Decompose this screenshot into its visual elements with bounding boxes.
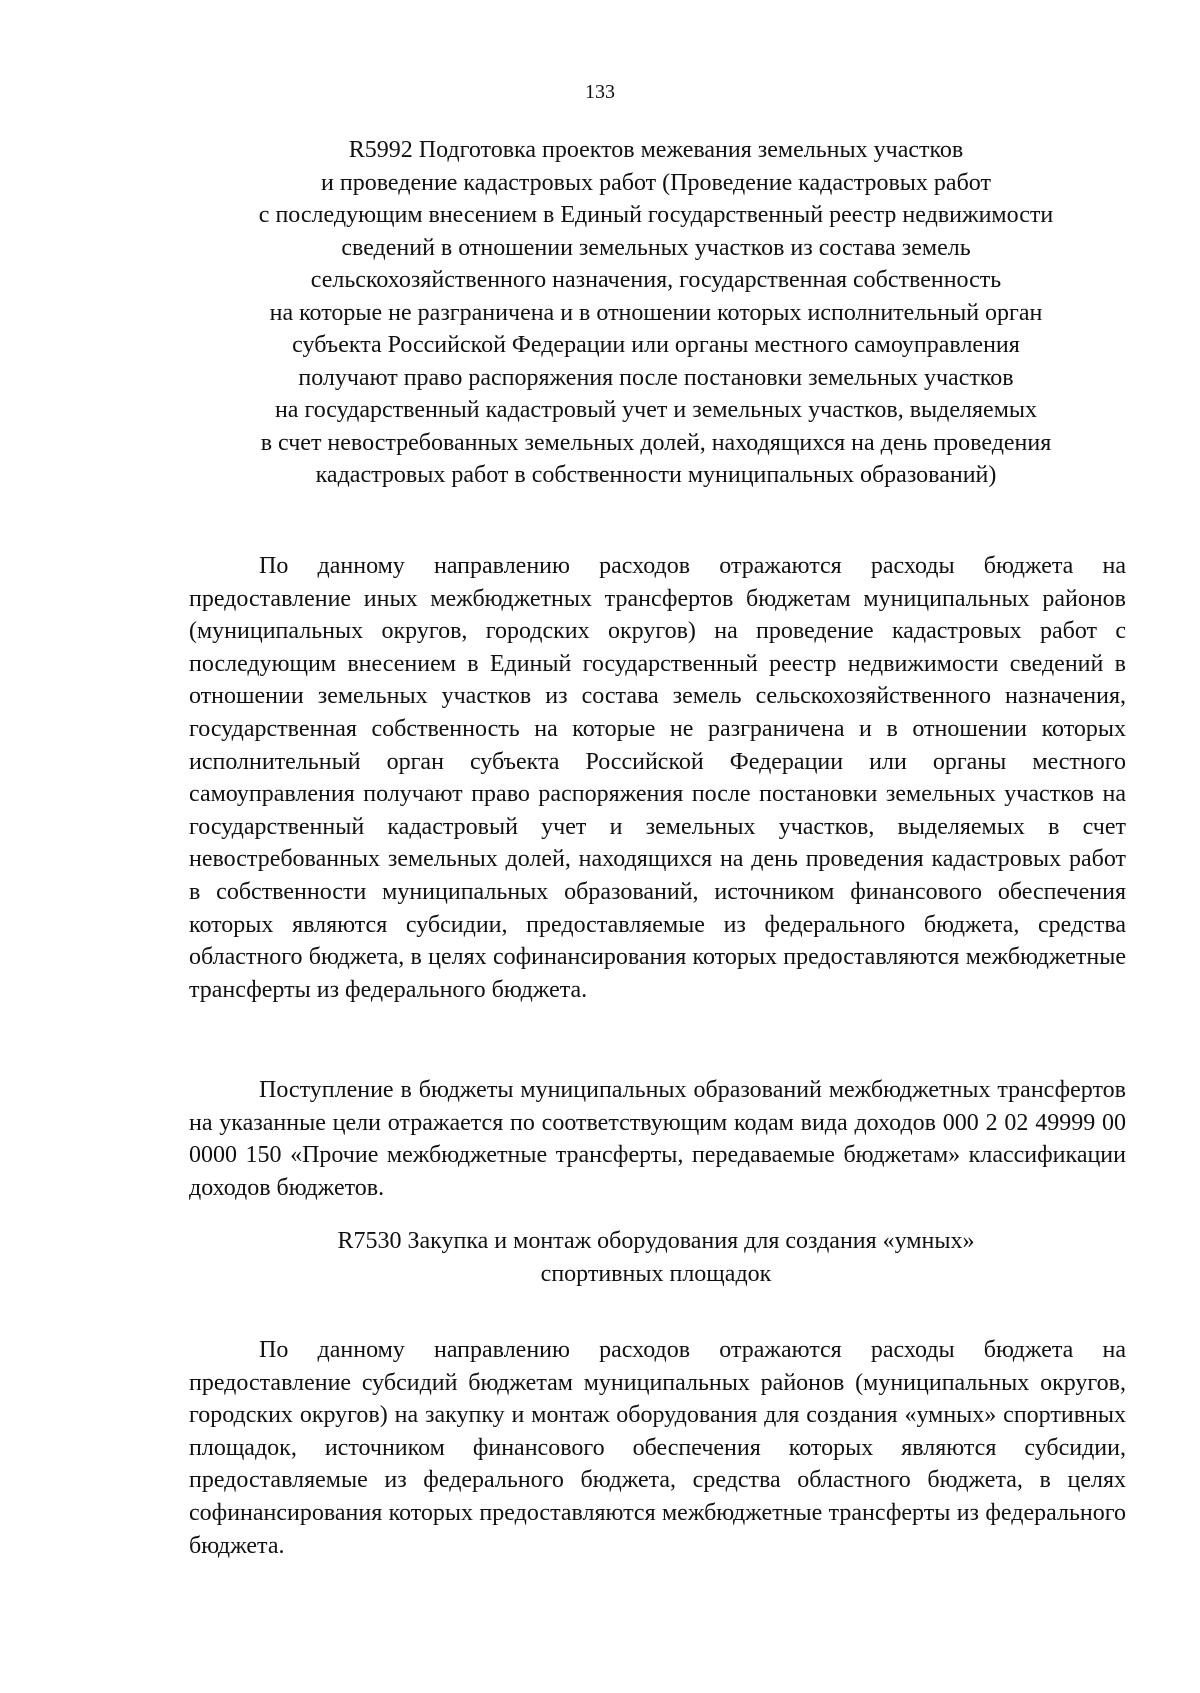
heading-line: получают право распоряжения после постановки земельных участков xyxy=(298,364,1014,391)
heading-line: субъекта Российской Федерации или органы местного самоуправления xyxy=(292,332,1020,358)
heading-line: на государственный кадастровый учет и земельных участков, выделяемых xyxy=(274,397,1038,423)
body-paragraph: По данному направлению расходов отражаются расходы бюджета на предоставление субсидий бюджетам муниципальных районов (муниципальных округов, городских округов) на закупку и монтаж оборудования для создания «умных» спортивных площадок, источником финансового обеспечения которых являются субсидии, предоставляемые из федерального бюджета, средства областного бюджета, в целях софинансирования которых предоставляются межбюджетные трансферты из федерального бюджета. xyxy=(189,1337,1126,1559)
page-number: 133 xyxy=(585,81,615,103)
section-heading-r7530 xyxy=(186,1225,1126,1290)
heading-line: кадастровых работ в собственности муниципальных образований) xyxy=(315,462,997,488)
heading-line: с последующим внесением в Единый государственный реестр недвижимости xyxy=(258,202,1054,228)
body-paragraph: Поступление в бюджеты муниципальных образований межбюджетных трансфертов на указанные цели отражается по соответствующим кодам вида доходов 000 2 02 49999 00 0000 150 «Прочие межбюджетные трансферты, передаваемые бюджетам» классификации доходов бюджетов. xyxy=(189,1077,1126,1201)
heading-line: сельскохозяйственного назначения, государственная собственность xyxy=(310,267,1002,293)
heading-line: сведений в отношении земельных участков из состава земель xyxy=(341,234,971,261)
heading-line: и проведение кадастровых работ (Проведение кадастровых работ xyxy=(321,169,991,196)
section-heading-r5992 xyxy=(186,134,1126,492)
heading-line: R7530 Закупка и монтаж оборудования для создания «умных» xyxy=(337,1228,975,1254)
heading-line: спортивных площадок xyxy=(540,1260,772,1287)
heading-line: R5992 Подготовка проектов межевания земельных участков xyxy=(348,137,964,163)
heading-line: в счет невостребованных земельных долей, находящихся на день проведения xyxy=(260,429,1052,456)
body-paragraph: По данному направлению расходов отражаются расходы бюджета на предоставление иных межбюджетных трансфертов бюджетам муниципальных районов (муниципальных округов, городских округов) на проведение кадастровых работ с последующим внесением в Единый государственный реестр недвижимости сведений в отношении земельных участков из состава земель сельскохозяйственного назначения, государственная собственность на которые не разграничена и в отношении которых исполнительный орган субъекта Российской Федерации или органы местного самоуправления получают право распоряжения после постановки земельных участков на государственный кадастровый учет и земельных участков, выделяемых в счет невостребованных земельных долей, находящихся на день проведения кадастровых работ в собственности муниципальных образований, источником финансового обеспечения которых являются субсидии, предоставляемые из федерального бюджета, средства областного бюджета, в целях софинансирования которых предоставляются межбюджетные трансферты из федерального бюджета. xyxy=(189,553,1126,1003)
heading-line: на которые не разграничена и в отношении которых исполнительный орган xyxy=(269,299,1043,326)
